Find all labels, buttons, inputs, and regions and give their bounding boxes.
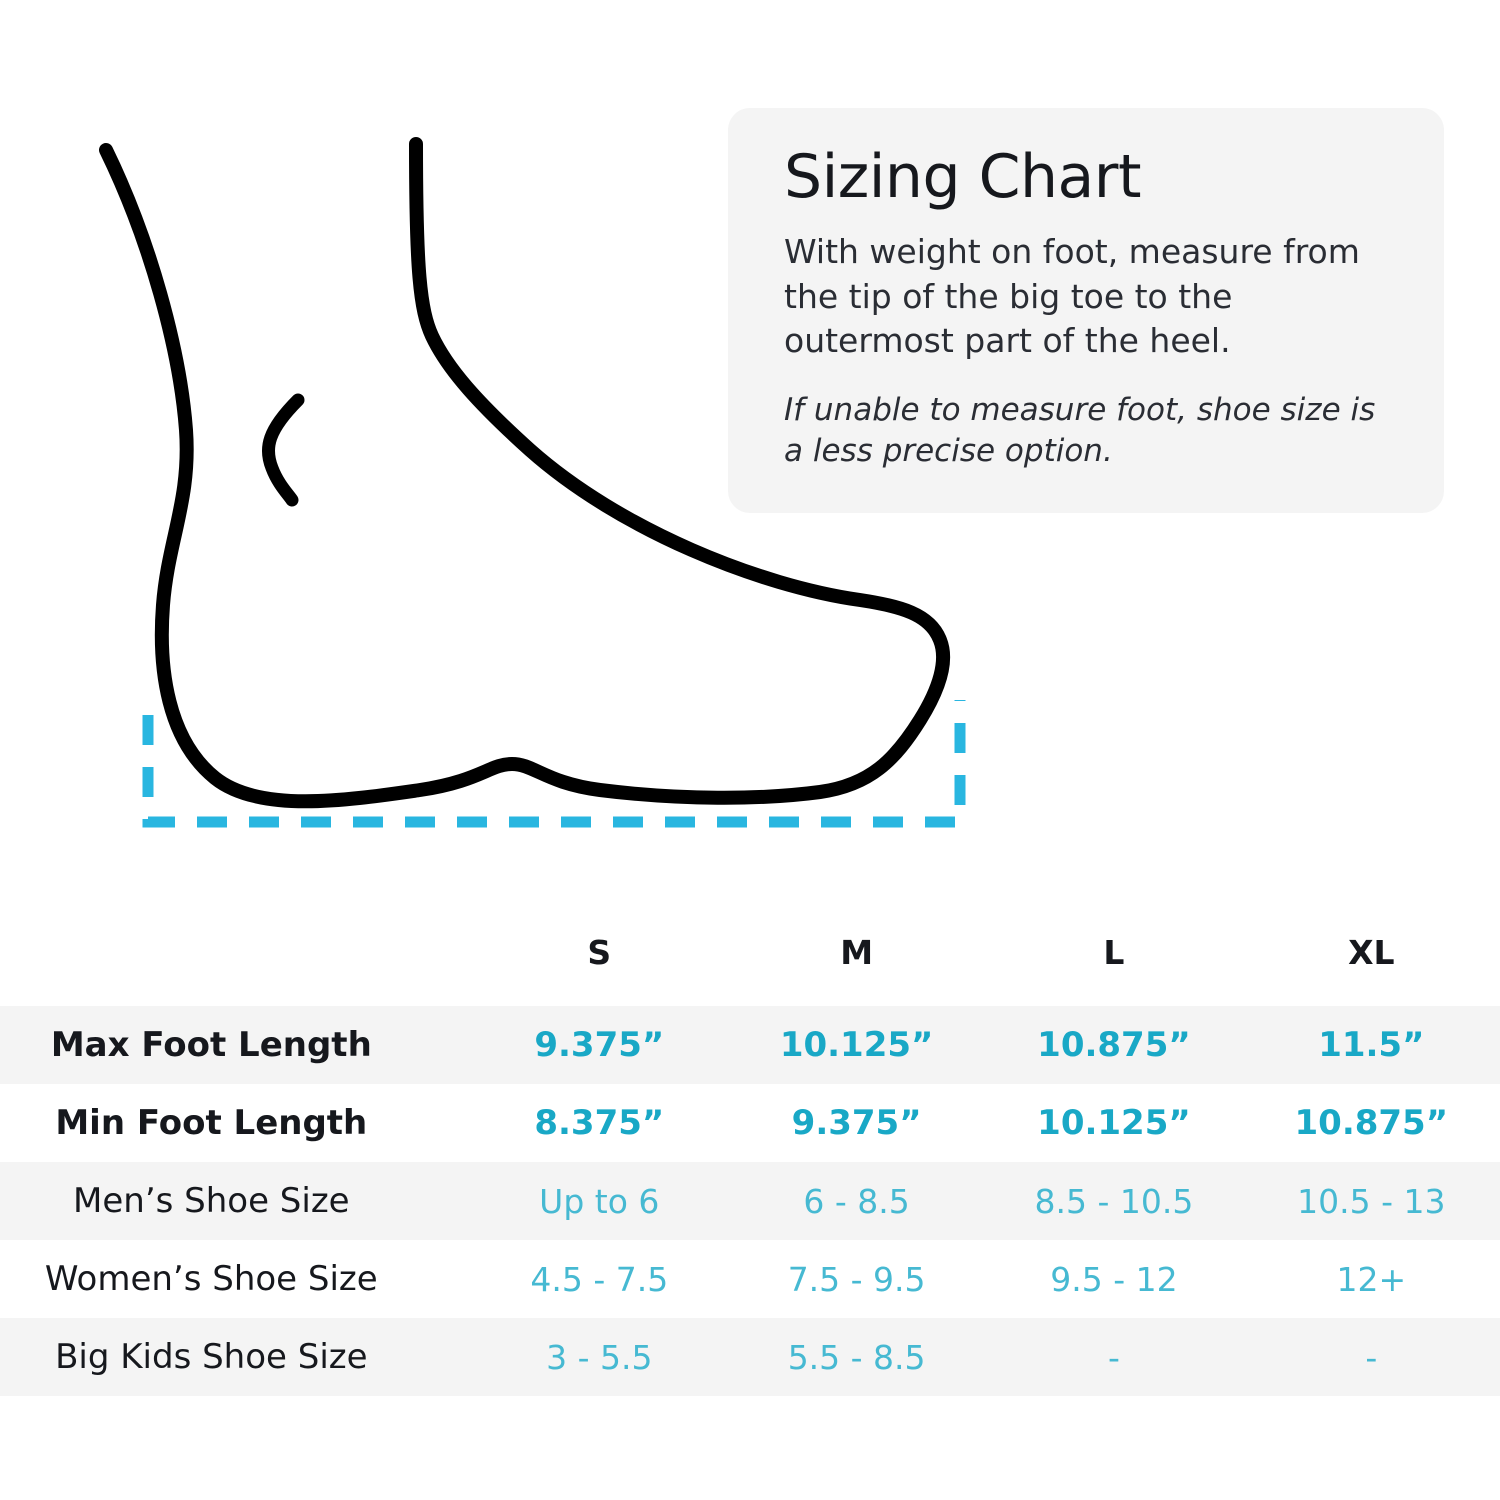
cell-womens-shoe-size-s: 4.5 - 7.5: [471, 1240, 728, 1318]
measure-instructions: With weight on foot, measure from the tip of the big toe to the outermost part of the heel.: [784, 232, 1360, 361]
cell-big-kids-shoe-size-s: 3 - 5.5: [471, 1318, 728, 1396]
cell-mens-shoe-size-l: 8.5 - 10.5: [985, 1162, 1242, 1240]
row-label-max-foot-length: Max Foot Length: [0, 1006, 471, 1084]
cell-min-foot-length-m: 9.375”: [728, 1084, 985, 1162]
cell-mens-shoe-size-s: Up to 6: [471, 1162, 728, 1240]
column-header-l: L: [985, 905, 1242, 1006]
cell-big-kids-shoe-size-xl: -: [1243, 1318, 1500, 1396]
sizing-info-card: [728, 108, 1444, 513]
row-label-big-kids-shoe-size: Big Kids Shoe Size: [0, 1318, 471, 1396]
table-row: [0, 1318, 1500, 1396]
row-label-mens-shoe-size: Men’s Shoe Size: [0, 1162, 471, 1240]
cell-min-foot-length-s: 8.375”: [471, 1084, 728, 1162]
cell-max-foot-length-s: 9.375”: [471, 1006, 728, 1084]
sizing-table: [0, 905, 1500, 1396]
column-header-m: M: [728, 905, 985, 1006]
page-title: Sizing Chart: [784, 142, 1141, 212]
cell-min-foot-length-xl: 10.875”: [1243, 1084, 1500, 1162]
cell-womens-shoe-size-xl: 12+: [1243, 1240, 1500, 1318]
table-row: [0, 1006, 1500, 1084]
cell-max-foot-length-m: 10.125”: [728, 1006, 985, 1084]
table-row: [0, 1162, 1500, 1240]
table-corner-cell: [0, 905, 471, 1006]
cell-max-foot-length-xl: 11.5”: [1243, 1006, 1500, 1084]
table-row: [0, 1240, 1500, 1318]
cell-mens-shoe-size-m: 6 - 8.5: [728, 1162, 985, 1240]
row-label-womens-shoe-size: Women’s Shoe Size: [0, 1240, 471, 1318]
cell-max-foot-length-l: 10.875”: [985, 1006, 1242, 1084]
cell-womens-shoe-size-l: 9.5 - 12: [985, 1240, 1242, 1318]
table-header: [0, 905, 1500, 1006]
column-header-s: S: [471, 905, 728, 1006]
cell-min-foot-length-l: 10.125”: [985, 1084, 1242, 1162]
cell-mens-shoe-size-xl: 10.5 - 13: [1243, 1162, 1500, 1240]
table-row: [0, 1084, 1500, 1162]
column-header-xl: XL: [1243, 905, 1500, 1006]
table-body: [0, 1006, 1500, 1396]
table-header-row: [0, 905, 1500, 1006]
cell-big-kids-shoe-size-m: 5.5 - 8.5: [728, 1318, 985, 1396]
cell-womens-shoe-size-m: 7.5 - 9.5: [728, 1240, 985, 1318]
cell-big-kids-shoe-size-l: -: [985, 1318, 1242, 1396]
row-label-min-foot-length: Min Foot Length: [0, 1084, 471, 1162]
measure-note: If unable to measure foot, shoe size is a less precise option.: [784, 391, 1376, 470]
